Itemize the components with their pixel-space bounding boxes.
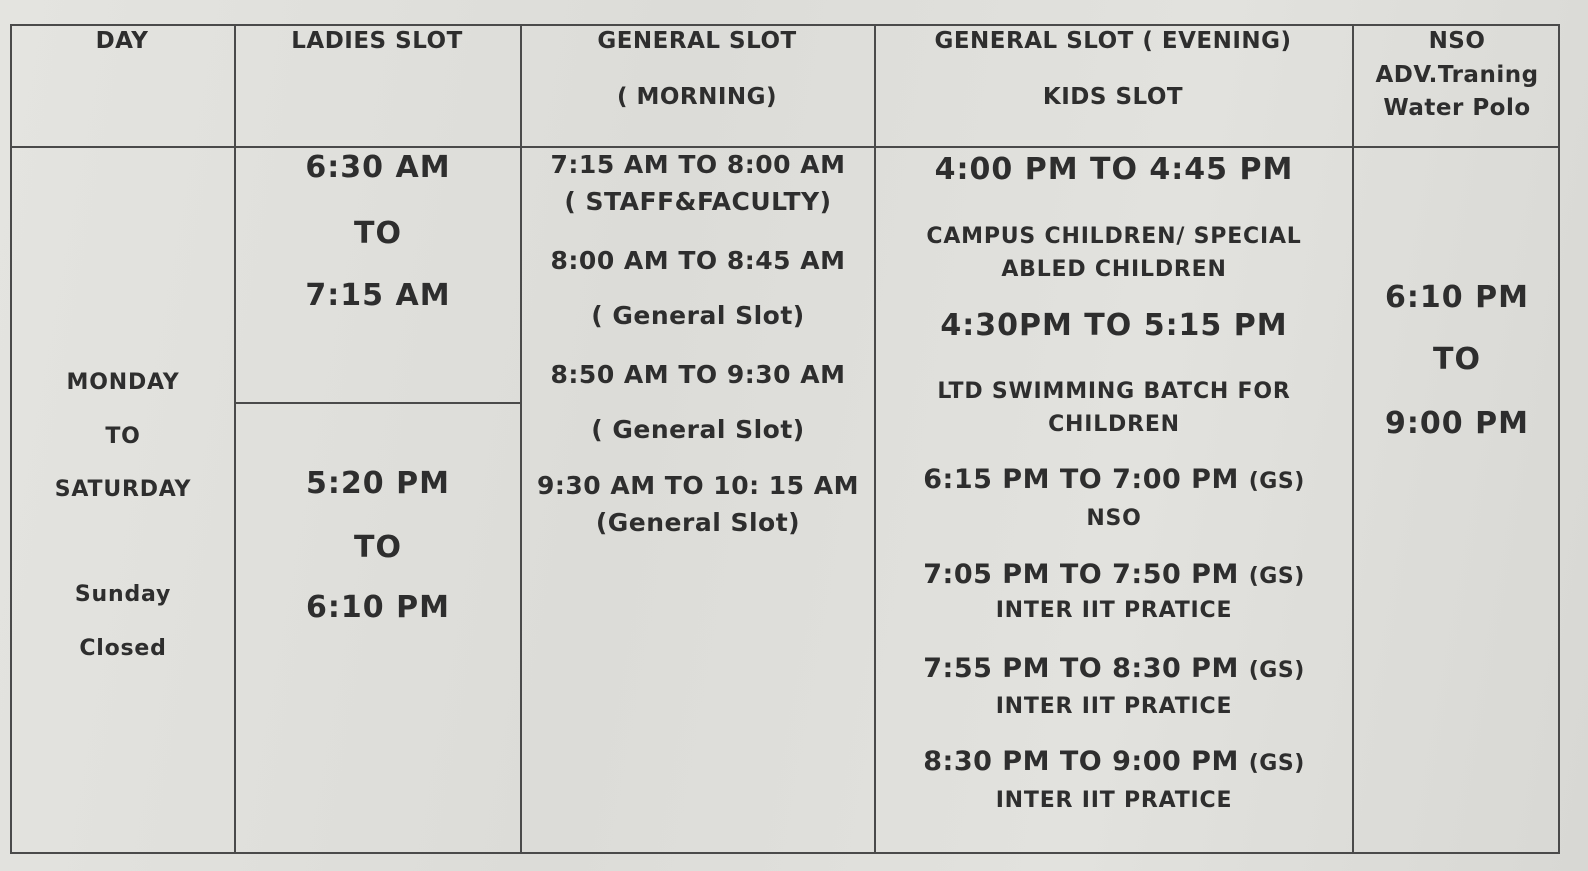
header-general-morning-line2: ( MORNING) [616,84,778,110]
general-evening-slots [876,148,1352,848]
ladies-morning-start: 6:30 AM [305,150,451,185]
header-nso-line1: NSO [1428,28,1486,54]
general-evening-gs-row [876,746,1352,777]
general-morning-note: ( STAFF&FACULTY) [564,187,832,216]
header-nso-line2: ADV.Traning [1375,62,1539,88]
nso-slot [1354,148,1560,848]
day-range-to: TO [105,424,141,449]
general-morning-time: 7:15 AM TO 8:00 AM [550,150,846,179]
closed-day: Sunday [74,582,172,607]
general-morning-note: ( General Slot) [591,301,805,330]
general-evening-gs-row [876,464,1352,495]
general-evening-note: ABLED CHILDREN [1001,257,1227,282]
general-evening-gs-row [876,653,1352,684]
general-evening-note: INTER IIT PRATICE [995,694,1233,719]
general-evening-note: CHILDREN [1048,412,1180,437]
ladies-evening-end: 6:10 PM [306,590,450,625]
day-range-end: SATURDAY [54,477,192,502]
gs-tag: (GS) [1248,751,1305,776]
general-evening-time: 8:30 PM TO 9:00 PM [923,746,1239,777]
header-nso-line3: Water Polo [1383,95,1531,121]
header-ladies-slot [234,30,520,53]
general-morning-time: 8:50 AM TO 9:30 AM [550,360,846,389]
general-evening-note: LTD SWIMMING BATCH FOR [937,379,1291,404]
header-general-morning-line1: GENERAL SLOT [597,28,797,54]
general-evening-note: INTER IIT PRATICE [995,788,1233,813]
header-day [10,30,234,53]
ladies-morning-slot [236,148,520,402]
general-morning-note: ( General Slot) [591,415,805,444]
header-general-evening-line1: GENERAL SLOT ( EVENING) [934,28,1292,54]
closed-label: Closed [79,636,167,661]
day-cell [12,148,234,848]
general-evening-note: CAMPUS CHILDREN/ SPECIAL [926,224,1302,249]
ladies-evening-start: 5:20 PM [306,466,450,501]
general-evening-note: INTER IIT PRATICE [995,598,1233,623]
header-ladies-label: LADIES SLOT [291,28,463,54]
ladies-morning-to: TO [354,216,402,251]
header-general-morning [520,30,874,140]
general-morning-note: (General Slot) [595,508,801,537]
general-morning-time: 9:30 AM TO 10: 15 AM [536,471,860,500]
day-range-start: MONDAY [66,370,180,395]
header-general-evening [874,30,1352,140]
gs-tag: (GS) [1248,658,1305,683]
header-general-evening-line2: KIDS SLOT [1042,84,1184,110]
nso-to: TO [1433,342,1481,377]
gs-tag: (GS) [1248,564,1305,589]
ladies-evening-slot [236,404,520,848]
gs-tag: (GS) [1248,469,1305,494]
ladies-morning-end: 7:15 AM [305,278,451,313]
general-evening-note: NSO [1086,506,1142,531]
nso-start: 6:10 PM [1385,280,1529,315]
general-morning-time: 8:00 AM TO 8:45 AM [550,246,846,275]
ladies-evening-to: TO [354,530,402,565]
general-morning-slots [522,148,874,848]
general-evening-time: 6:15 PM TO 7:00 PM [923,464,1239,495]
general-evening-time: 4:30PM TO 5:15 PM [940,308,1288,343]
general-evening-gs-row [876,559,1352,590]
general-evening-time: 7:55 PM TO 8:30 PM [923,653,1239,684]
header-nso [1354,30,1560,140]
general-evening-time: 7:05 PM TO 7:50 PM [923,559,1239,590]
header-day-label: DAY [95,28,149,54]
nso-end: 9:00 PM [1385,406,1529,441]
general-evening-time: 4:00 PM TO 4:45 PM [934,152,1294,187]
